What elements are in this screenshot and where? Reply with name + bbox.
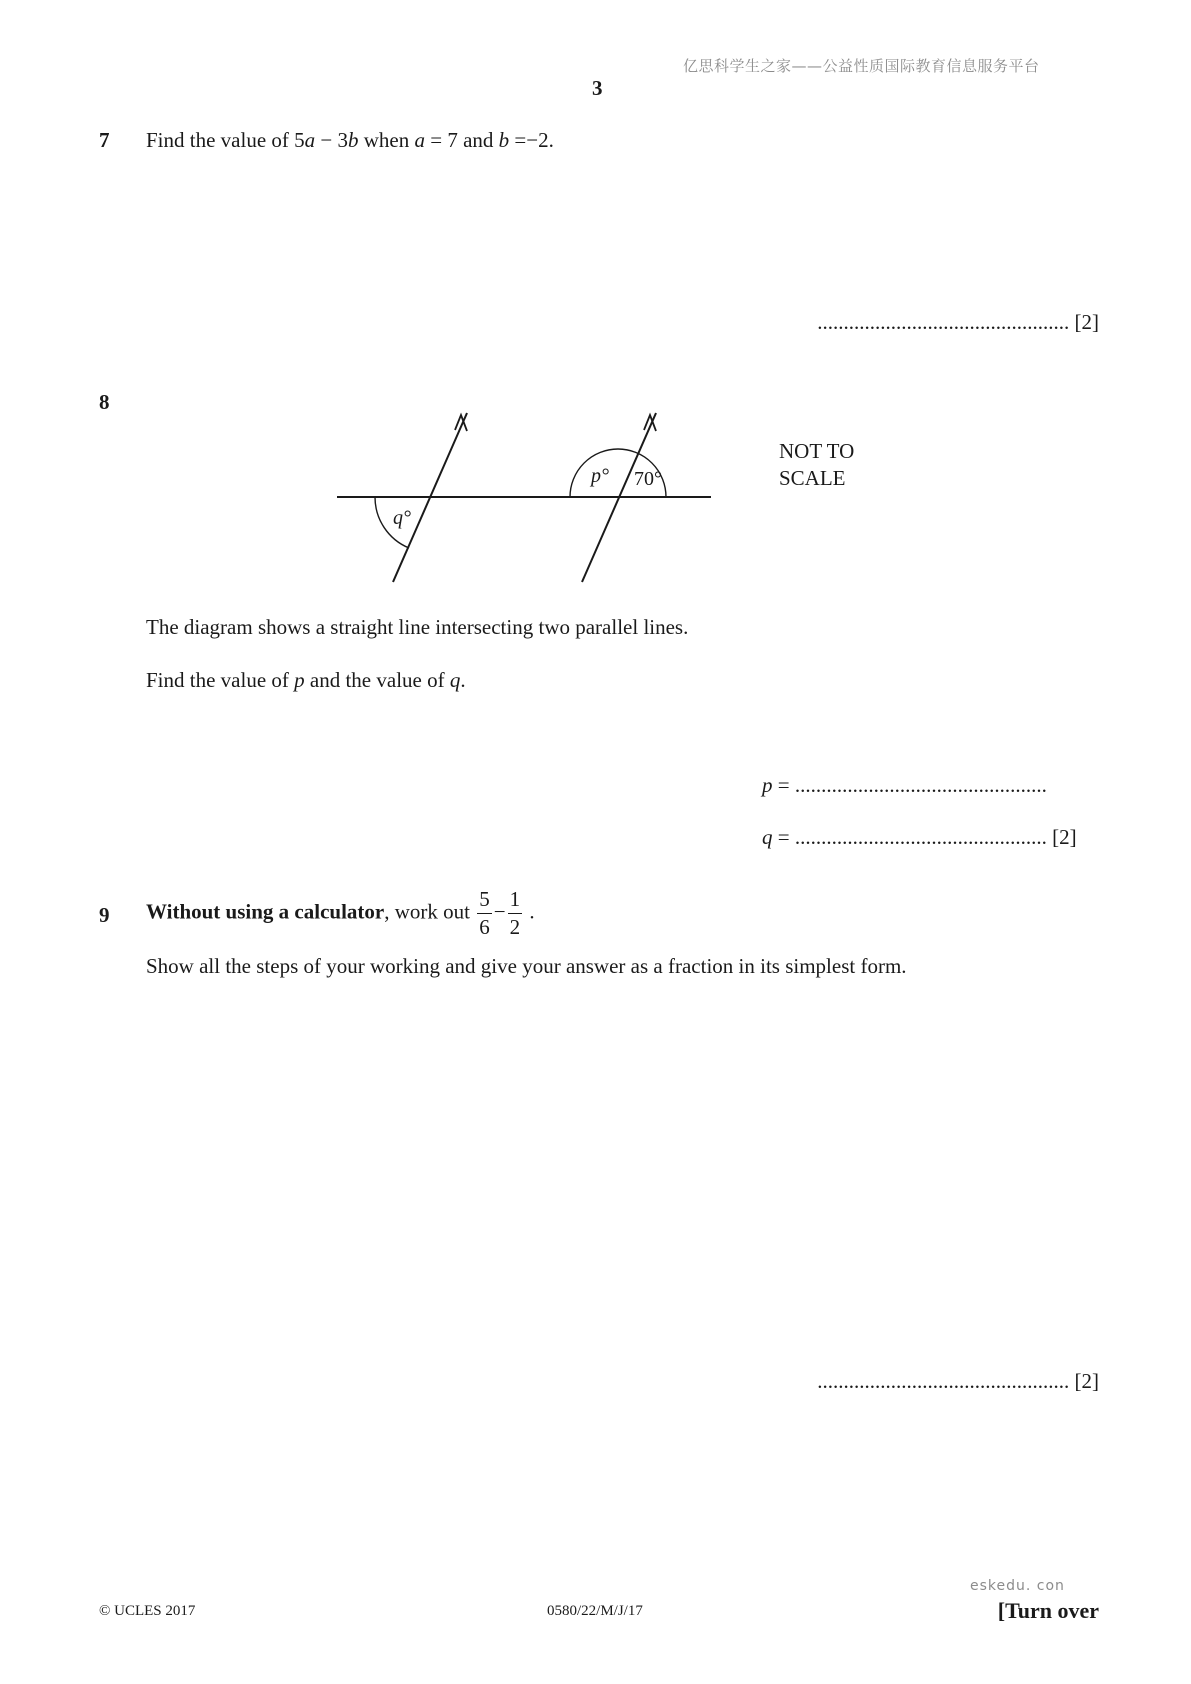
question-8-instruction [146,668,466,693]
angle-label-p: p° [591,465,609,487]
q7-eq-b: =−2. [509,128,554,152]
q9-minus: − [493,899,506,924]
note-line-1: NOT TO [779,439,855,463]
q8-find-end: . [460,668,466,692]
frac2-denominator: 2 [509,915,521,939]
question-8-number: 8 [99,390,110,414]
answer-p-dots: = ................................................ [772,773,1047,797]
q7-text-part: Find the value of 5 [146,128,305,152]
frac2-numerator: 1 [508,889,523,914]
q9-work-out: , work out [384,899,476,924]
answer-p-var: p [762,773,773,797]
q7-var-a2: a [414,128,425,152]
question-9-answer-line[interactable]: ................................................ [2] [817,1369,1099,1393]
q7-var-a: a [304,128,316,152]
fraction-1-2 [508,889,523,938]
footer-paper-code: 0580/22/M/J/17 [547,1603,643,1619]
footer-watermark: eskedu. con [970,1578,1065,1594]
q8-find-and: and the value of [304,668,450,692]
answer-p-line[interactable] [762,773,1047,798]
angle-label-q: q° [393,507,411,529]
question-9-number: 9 [99,903,110,927]
page-number: 3 [592,76,603,100]
q8-find-p: p [294,668,305,692]
question-7-number: 7 [99,128,110,152]
question-7-answer-line[interactable]: ................................................ [2] [817,310,1099,334]
answer-q-dots: = ................................................ [2] [772,825,1077,849]
note-line-2: SCALE [779,466,846,490]
q7-eq-a: = 7 and [424,128,499,152]
question-8-description: The diagram shows a straight line intersecting two parallel lines. [146,615,689,639]
parallel-lines-diagram [0,0,1191,600]
answer-q-var: q [762,825,773,849]
q7-when: when [358,128,415,152]
frac1-denominator: 6 [479,915,490,939]
q9-end: . [524,899,535,924]
turn-over-label: [Turn over [997,1598,1099,1623]
fraction-5-6 [477,889,492,938]
not-to-scale-note [779,438,854,492]
header-watermark: 亿思科学生之家——公益性质国际教育信息服务平台 [683,57,1040,75]
question-9-text [146,889,535,938]
q7-minus: − 3 [315,128,348,152]
angle-label-70: 70° [634,468,662,490]
q9-bold-text: Without using a calculator [146,899,385,924]
frac1-numerator: 5 [477,889,492,914]
footer-copyright: © UCLES 2017 [99,1603,196,1619]
answer-q-line[interactable] [762,825,1077,850]
q8-find-part: Find the value of [146,668,295,692]
q7-var-b2: b [498,128,510,152]
q7-var-b: b [347,128,359,152]
question-9-instruction: Show all the steps of your working and give your answer as a fraction in its simplest form. [146,954,907,978]
q8-find-q: q [449,668,461,692]
